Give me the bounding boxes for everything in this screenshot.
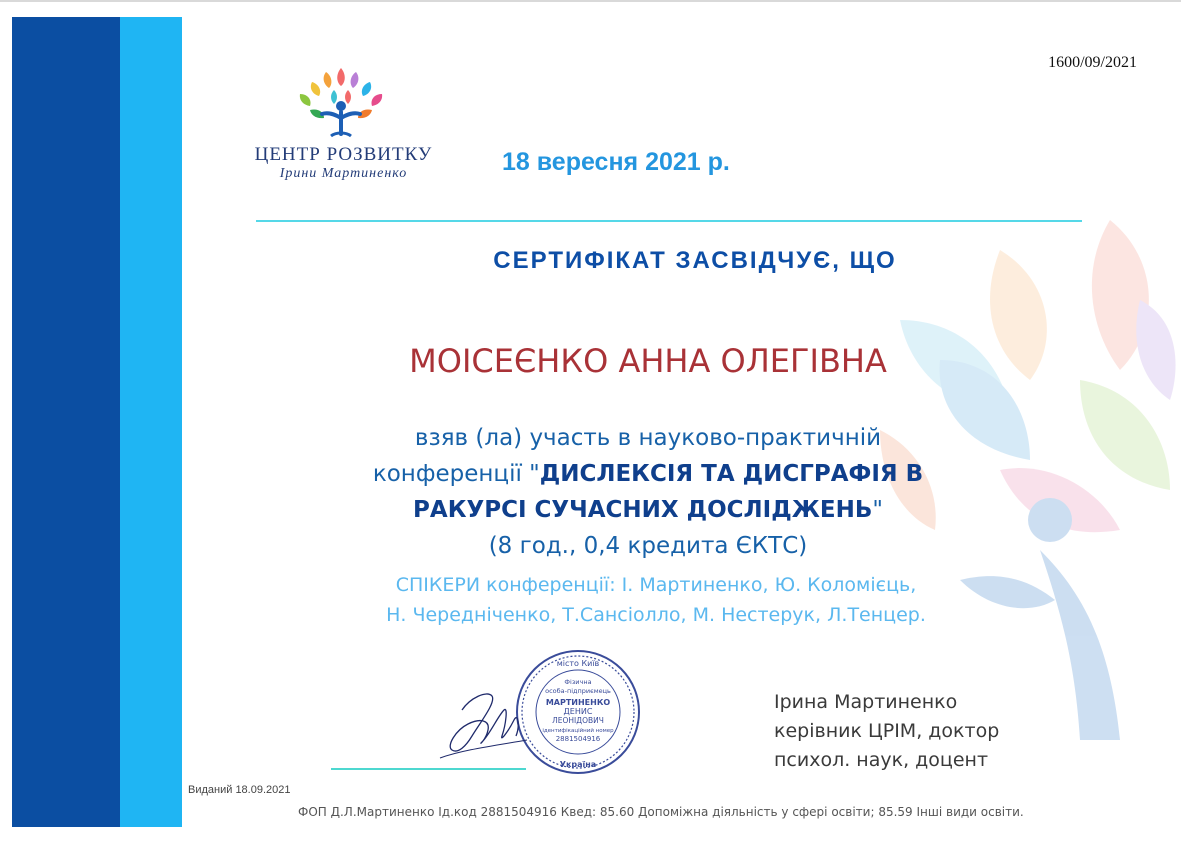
logo-title: ЦЕНТР РОЗВИТКУ bbox=[254, 144, 433, 165]
header-divider bbox=[256, 220, 1082, 222]
participation-line-2 bbox=[220, 456, 1076, 492]
certificate-date: 18 вересня 2021 р. bbox=[502, 148, 730, 176]
stamp-line-7: 2881504916 bbox=[555, 735, 601, 743]
signature-line bbox=[331, 768, 526, 770]
logo bbox=[228, 60, 458, 190]
signer-title-line-1: керівник ЦРІМ, доктор bbox=[774, 720, 1000, 742]
credit-hours: (8 год., 0,4 кредита ЄКТС) bbox=[488, 533, 808, 559]
certificate-heading: СЕРТИФІКАТ ЗАСВІДЧУЄ, ЩО bbox=[493, 247, 897, 274]
stamp-line-2: особа-підприємець bbox=[545, 687, 611, 695]
stamp-line-3: МАРТИНЕНКО bbox=[545, 698, 611, 707]
conference-theme-line-2: РАКУРСІ СУЧАСНИХ ДОСЛІДЖЕНЬ bbox=[413, 497, 873, 523]
recipient-name: МОІСЕЄНКО АННА ОЛЕГІВНА bbox=[409, 342, 887, 380]
stamp-line-4: ДЕНИС bbox=[563, 707, 593, 716]
speakers-line-1: СПІКЕРИ конференції: І. Мартиненко, Ю. Коломієць, bbox=[395, 574, 917, 596]
speakers-list bbox=[236, 570, 1076, 630]
stamp-line-1: Фізична bbox=[564, 678, 592, 686]
conference-suffix: " bbox=[872, 497, 883, 523]
handwritten-signature bbox=[432, 680, 532, 764]
participation-line-3 bbox=[220, 492, 1076, 528]
stamp-line-5: ЛЕОНІДОВИЧ bbox=[552, 716, 604, 725]
stamp-bottom-text: Україна bbox=[559, 760, 597, 769]
tree-logo-icon bbox=[276, 60, 406, 140]
certificate-number: 1600/09/2021 bbox=[1048, 54, 1137, 71]
conference-theme-line-1: ДИСЛЕКСІЯ ТА ДИСГРАФІЯ В bbox=[539, 461, 924, 487]
logo-subtitle: Ірини Мартиненко bbox=[279, 166, 408, 181]
left-stripe-light bbox=[120, 17, 182, 827]
signer-block bbox=[774, 688, 1094, 775]
participation-text bbox=[220, 420, 1076, 564]
stamp-line-6: ідентифікаційний номер bbox=[542, 728, 614, 734]
official-stamp bbox=[514, 648, 642, 776]
footer-legal-info: ФОП Д.Л.Мартиненко Ід.код 2881504916 Квед: 85.60 Допоміжна діяльність у сфері освіти; 85.59 Інші види освіти. bbox=[298, 805, 1024, 819]
signer-title-line-2: психол. наук, доцент bbox=[774, 749, 989, 771]
left-stripe-dark bbox=[12, 17, 120, 827]
signer-name: Ірина Мартиненко bbox=[774, 691, 958, 713]
speakers-line-2: Н. Чередніченко, Т.Сансіолло, М. Нестерук, Л.Тенцер. bbox=[386, 604, 926, 626]
participation-line-1: взяв (ла) участь в науково-практичній bbox=[414, 425, 882, 451]
top-border bbox=[0, 0, 1181, 2]
issued-date: Виданий 18.09.2021 bbox=[188, 784, 291, 796]
conference-prefix: конференції " bbox=[372, 461, 540, 487]
stamp-top-text: місто Київ bbox=[556, 659, 600, 668]
